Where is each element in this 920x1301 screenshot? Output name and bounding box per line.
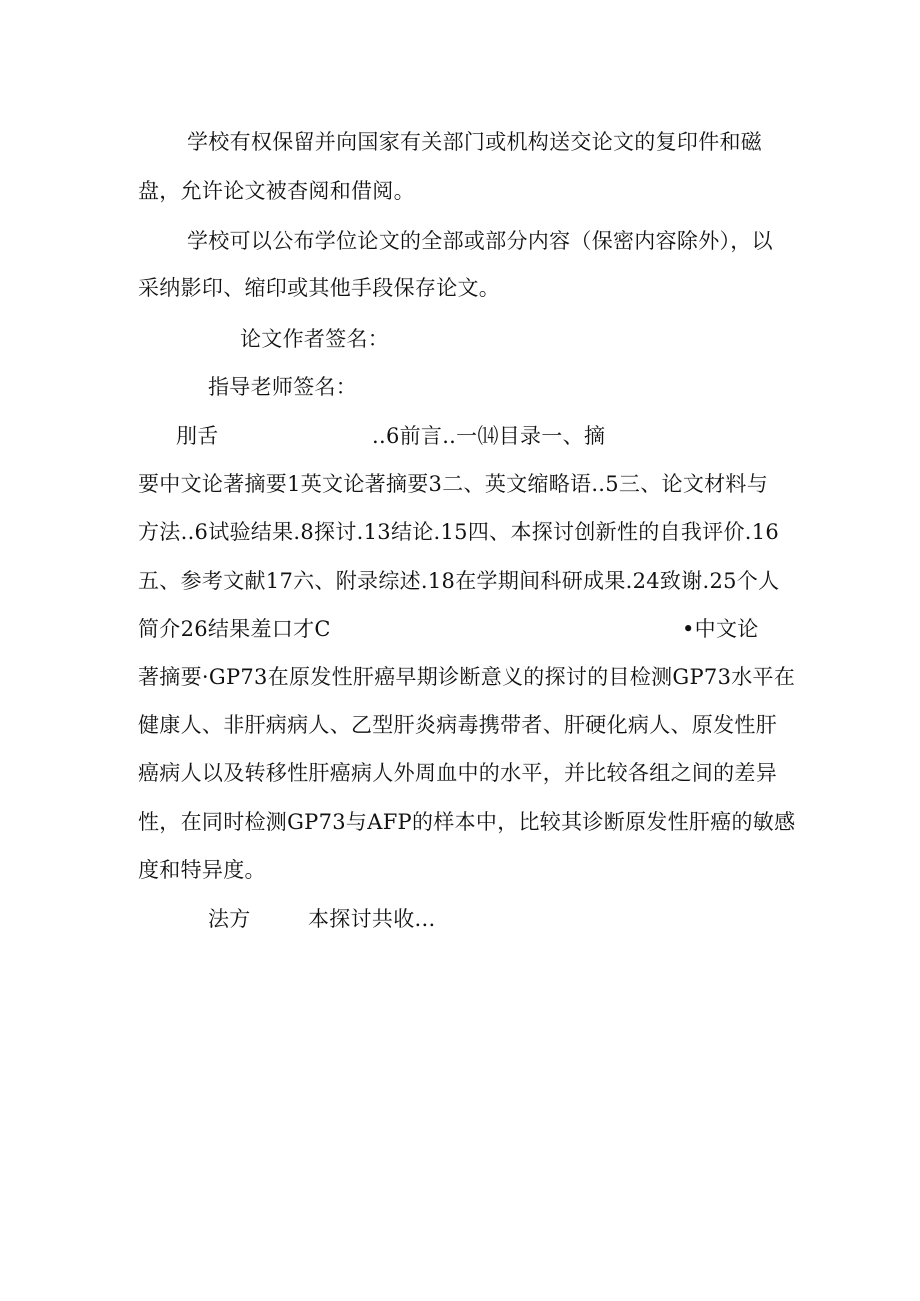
toc-row5-right: •中文论 xyxy=(682,617,759,641)
methods-text: 本探讨共收... xyxy=(308,907,436,931)
declaration-para1-line2: 盘，允许论文被杳阅和借阅。 xyxy=(138,179,415,203)
abstract-line4: 性，在同时检测GP73与AFP的样本中，比较其诊断原发性肝癌的敏感 xyxy=(138,810,796,834)
author-signature-label: 论文作者签名： xyxy=(240,327,390,351)
toc-row4: 五、参考文献17六、附录综述.18在学期间科研成果.24致谢.25个人 xyxy=(138,569,780,593)
toc-row5-left: 简介26结果羞口才C xyxy=(138,617,331,641)
abstract-line3: 癌病人以及转移性肝癌病人外周血中的水平，并比较各组之间的差异 xyxy=(138,761,777,785)
toc-row2: 要中文论著摘要1英文论著摘要3二、英文缩略语..5三、论文材料与 xyxy=(138,472,769,496)
declaration-para1-line1: 学校有权保留并向国家有关部门或机构送交论文的复印件和磁 xyxy=(187,130,763,154)
methods-label: 法方 xyxy=(208,907,251,931)
toc-row1-right: ..6前言..一⒁目录一、摘 xyxy=(372,424,606,448)
declaration-para2-line2: 采纳影印、缩印或其他手段保存论文。 xyxy=(138,276,501,300)
abstract-line1: 著摘要·GP73在原发性肝癌早期诊断意义的探讨的目检测GP73水平在 xyxy=(138,665,796,689)
toc-row3: 方法..6试验结果.8探讨.13结论.15四、本探讨创新性的自我评价.16 xyxy=(138,520,780,544)
declaration-para2-line1: 学校可以公布学位论文的全部或部分内容（保密内容除外），以 xyxy=(187,229,773,253)
abstract-line2: 健康人、非肝病病人、乙型肝炎病毒携带者、肝硬化病人、原发性肝 xyxy=(138,713,777,737)
toc-row1-left: 刖舌 xyxy=(176,424,219,448)
advisor-signature-label: 指导老师签名： xyxy=(208,375,358,399)
abstract-line5: 度和特异度。 xyxy=(138,858,266,882)
